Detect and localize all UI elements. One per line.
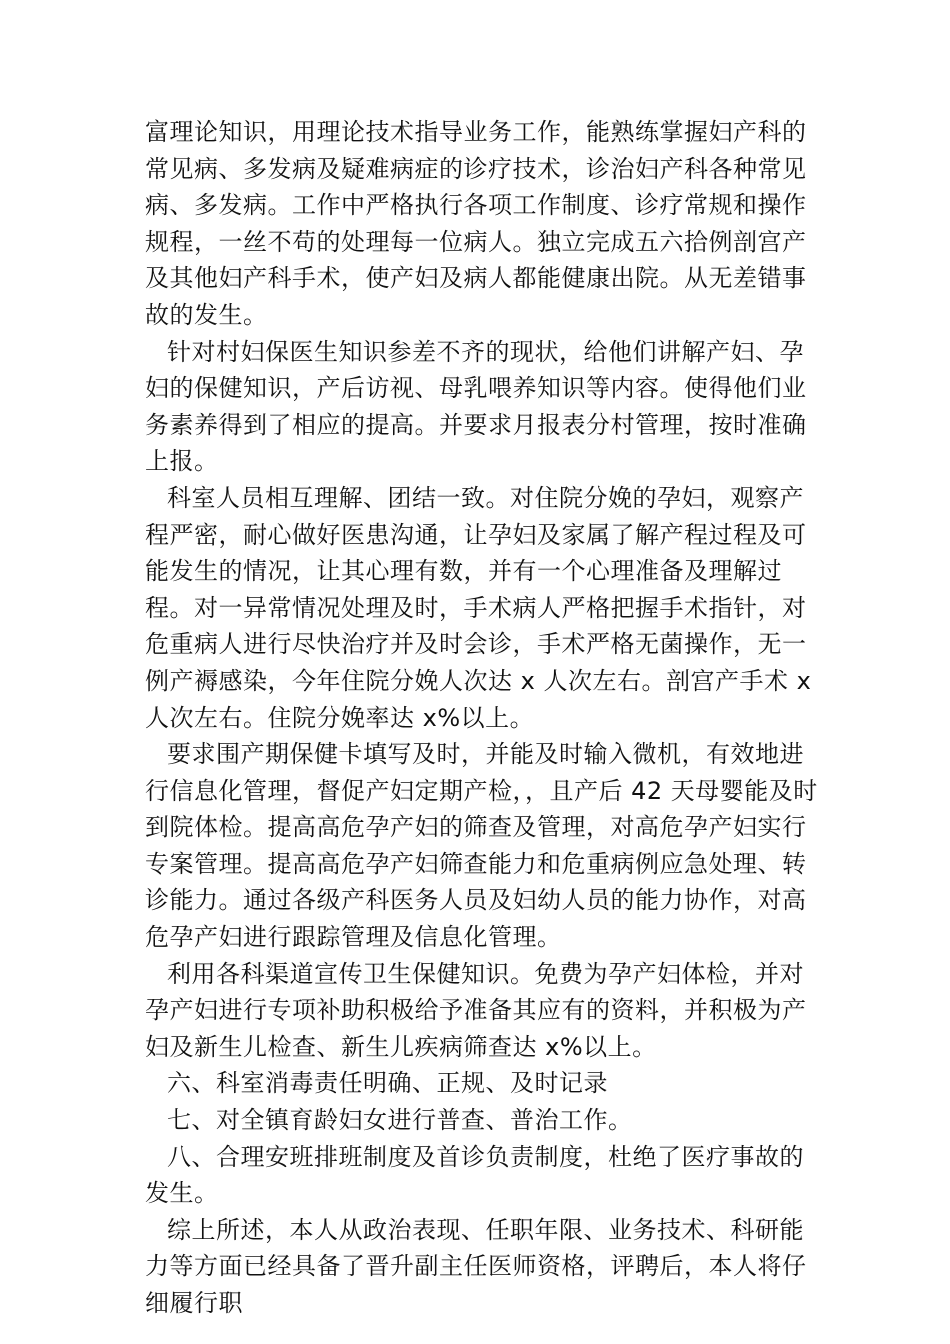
list-item-eight: 八、合理安班排班制度及首诊负责制度，杜绝了医疗事故的发生。 — [145, 1142, 804, 1208]
list-item-seven: 七、对全镇育龄妇女进行普查、普治工作。 — [167, 1106, 633, 1135]
paragraph-summary: 综上所述，本人从政治表现、任职年限、业务技术、科研能力等方面已经具备了晋升副主任医师资格，评聘后，本人将仔细履行职 — [145, 1215, 807, 1317]
paragraph-continuation: 富理论知识，用理论技术指导业务工作，能熟练掌握妇产科的常见病、多发病及疑难病症的诊疗技术，诊治妇产科各种常见病、多发病。工作中严格执行各项工作制度、诊疗常规和操作规程，一丝不苟的处理每一位病人。独立完成五六拾例剖宫产及其他妇产科手术，使产妇及病人都能健康出院。从无差错事故的发生。 — [145, 118, 807, 329]
paragraph-perinatal-care: 要求围产期保健卡填写及时，并能及时输入微机，有效地进行信息化管理，督促产妇定期产检，，且产后 42 天母婴能及时到院体检。提高高危孕产妇的筛查及管理，对高危孕产妇实行专案管理。提高高危孕产妇筛查能力和危重病例应急处理、转诊能力。通过各级产科医务人员及妇幼人员的能力协作，对高危孕产妇进行跟踪管理及信息化管理。 — [145, 740, 818, 952]
paragraph-health-education: 利用各科渠道宣传卫生保健知识。免费为孕产妇体检，并对孕产妇进行专项补助积极给予准备其应有的资料，并积极为产妇及新生儿检查、新生儿疾病筛查达 x%以上。 — [145, 959, 807, 1061]
paragraph-village-training: 针对村妇保医生知识参差不齐的现状，给他们讲解产妇、孕妇的保健知识，产后访视、母乳喂养知识等内容。使得他们业务素养得到了相应的提高。并要求月报表分村管理，按时准确上报。 — [145, 337, 807, 476]
document-body — [145, 114, 821, 1322]
list-item-six: 六、科室消毒责任明确、正规、及时记录 — [167, 1069, 608, 1098]
paragraph-department-staff: 科室人员相互理解、团结一致。对住院分娩的孕妇，观察产程严密，耐心做好医患沟通，让孕妇及家属了解产程过程及可能发生的情况，让其心理有数，并有一个心理准备及理解过程。对一异常情况处理及时，手术病人严格把握手术指针，对危重病人进行尽快治疗并及时会诊，手术严格无菌操作，无一例产褥感染，今年住院分娩人次达 x 人次左右。剖宫产手术 x 人次左右。住院分娩率达 x%以上。 — [145, 483, 812, 732]
